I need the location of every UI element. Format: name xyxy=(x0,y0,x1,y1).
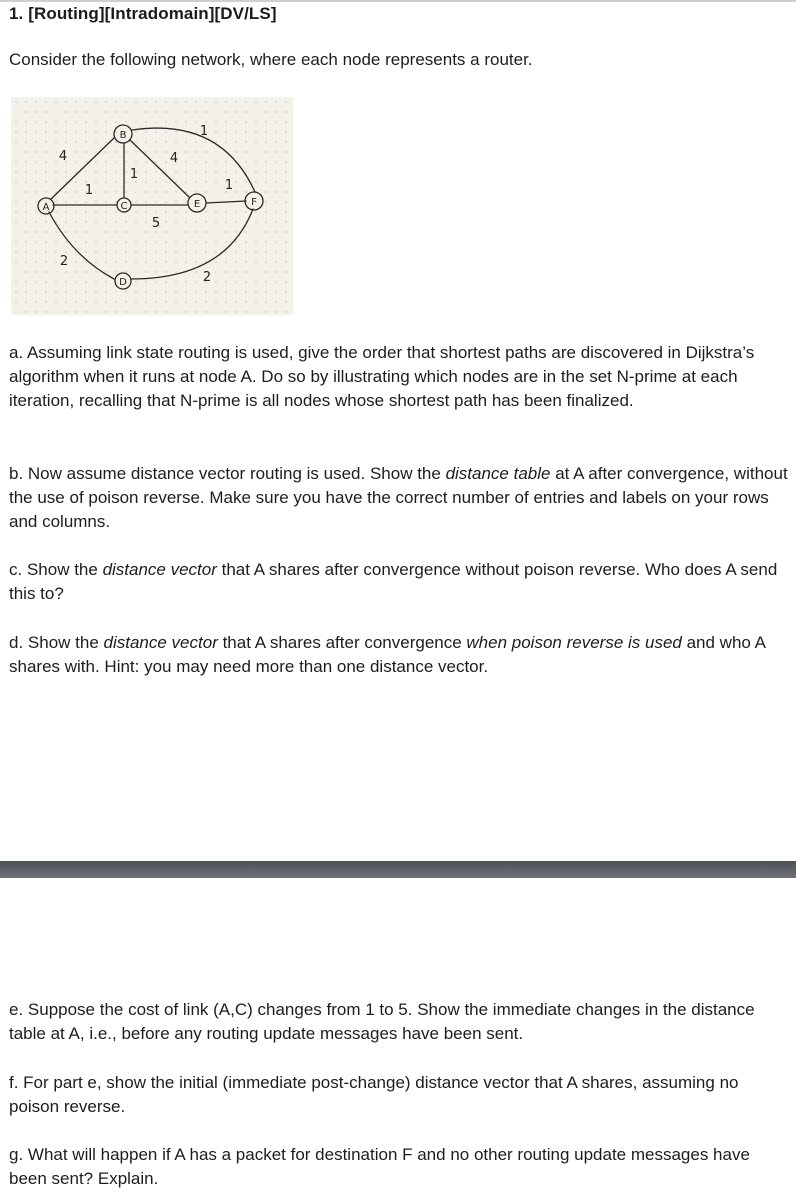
part-b-emphasis: distance table xyxy=(445,464,551,483)
network-diagram xyxy=(11,97,293,315)
page-break-bar xyxy=(0,861,796,878)
weight-a-b: 4 xyxy=(58,149,68,164)
part-b-text: b. Now assume distance vector routing is used. Show the distance table at A after convergence, without the use of poison reverse. Make sure you have the correct number of entries and labels on your rows and columns. xyxy=(9,464,788,531)
part-e-text: e. Suppose the cost of link (A,C) changes from 1 to 5. Show the immediate changes in the distance table at A, i.e., before any routing update messages have been sent. xyxy=(9,1000,755,1043)
weight-e-f: 1 xyxy=(224,178,234,193)
node-b-label: B xyxy=(119,130,127,141)
part-d-emphasis: distance vector xyxy=(103,633,218,652)
part-f-text: f. For part e, show the initial (immediate post-change) distance vector that A shares, assuming no poison reverse. xyxy=(9,1073,739,1116)
node-d-label: D xyxy=(119,277,127,288)
weight-b-e: 4 xyxy=(169,151,179,166)
weight-a-c: 1 xyxy=(84,183,94,198)
intro-text: Consider the following network, where each node represents a router. xyxy=(9,50,533,69)
part-g-text: g. What will happen if A has a packet for destination F and no other routing update messages have been sent? Explain. xyxy=(9,1145,750,1188)
part-a-text: a. Assuming link state routing is used, give the order that shortest paths are discovered in Dijkstra’s algorithm when it runs at node A. Do so by illustrating which nodes are in the set N-prime at each iteration, recalling that N-prime is all nodes whose shortest path has been finalized. xyxy=(9,343,755,410)
part-c-emphasis: distance vector xyxy=(102,560,217,579)
network-graph xyxy=(11,97,293,315)
part-d-emphasis-2: when poison reverse is used xyxy=(466,633,682,652)
weight-d-f: 2 xyxy=(202,270,212,285)
part-d-text: d. Show the distance vector that A shares after convergence when poison reverse is used and who A shares with. Hint: you may need more than one distance vector. xyxy=(9,633,766,676)
node-c-label: C xyxy=(120,201,128,212)
weight-c-e: 5 xyxy=(151,216,161,231)
edge-a-b xyxy=(51,138,114,199)
top-rule xyxy=(0,0,796,2)
weight-a-d: 2 xyxy=(59,254,69,269)
weight-b-f: 1 xyxy=(199,124,209,139)
node-a-label: A xyxy=(42,202,50,213)
edge-b-e xyxy=(130,140,189,197)
weight-b-c: 1 xyxy=(129,167,139,182)
question-title: 1. [Routing][Intradomain][DV/LS] xyxy=(9,4,277,23)
node-f-label: F xyxy=(251,197,257,208)
node-e-label: E xyxy=(193,199,201,210)
part-c-text: c. Show the distance vector that A shares after convergence without poison reverse. Who does A send this to? xyxy=(9,560,778,603)
edge-e-f xyxy=(206,201,246,203)
edge-a-d xyxy=(49,212,114,279)
edge-d-f xyxy=(131,209,253,279)
